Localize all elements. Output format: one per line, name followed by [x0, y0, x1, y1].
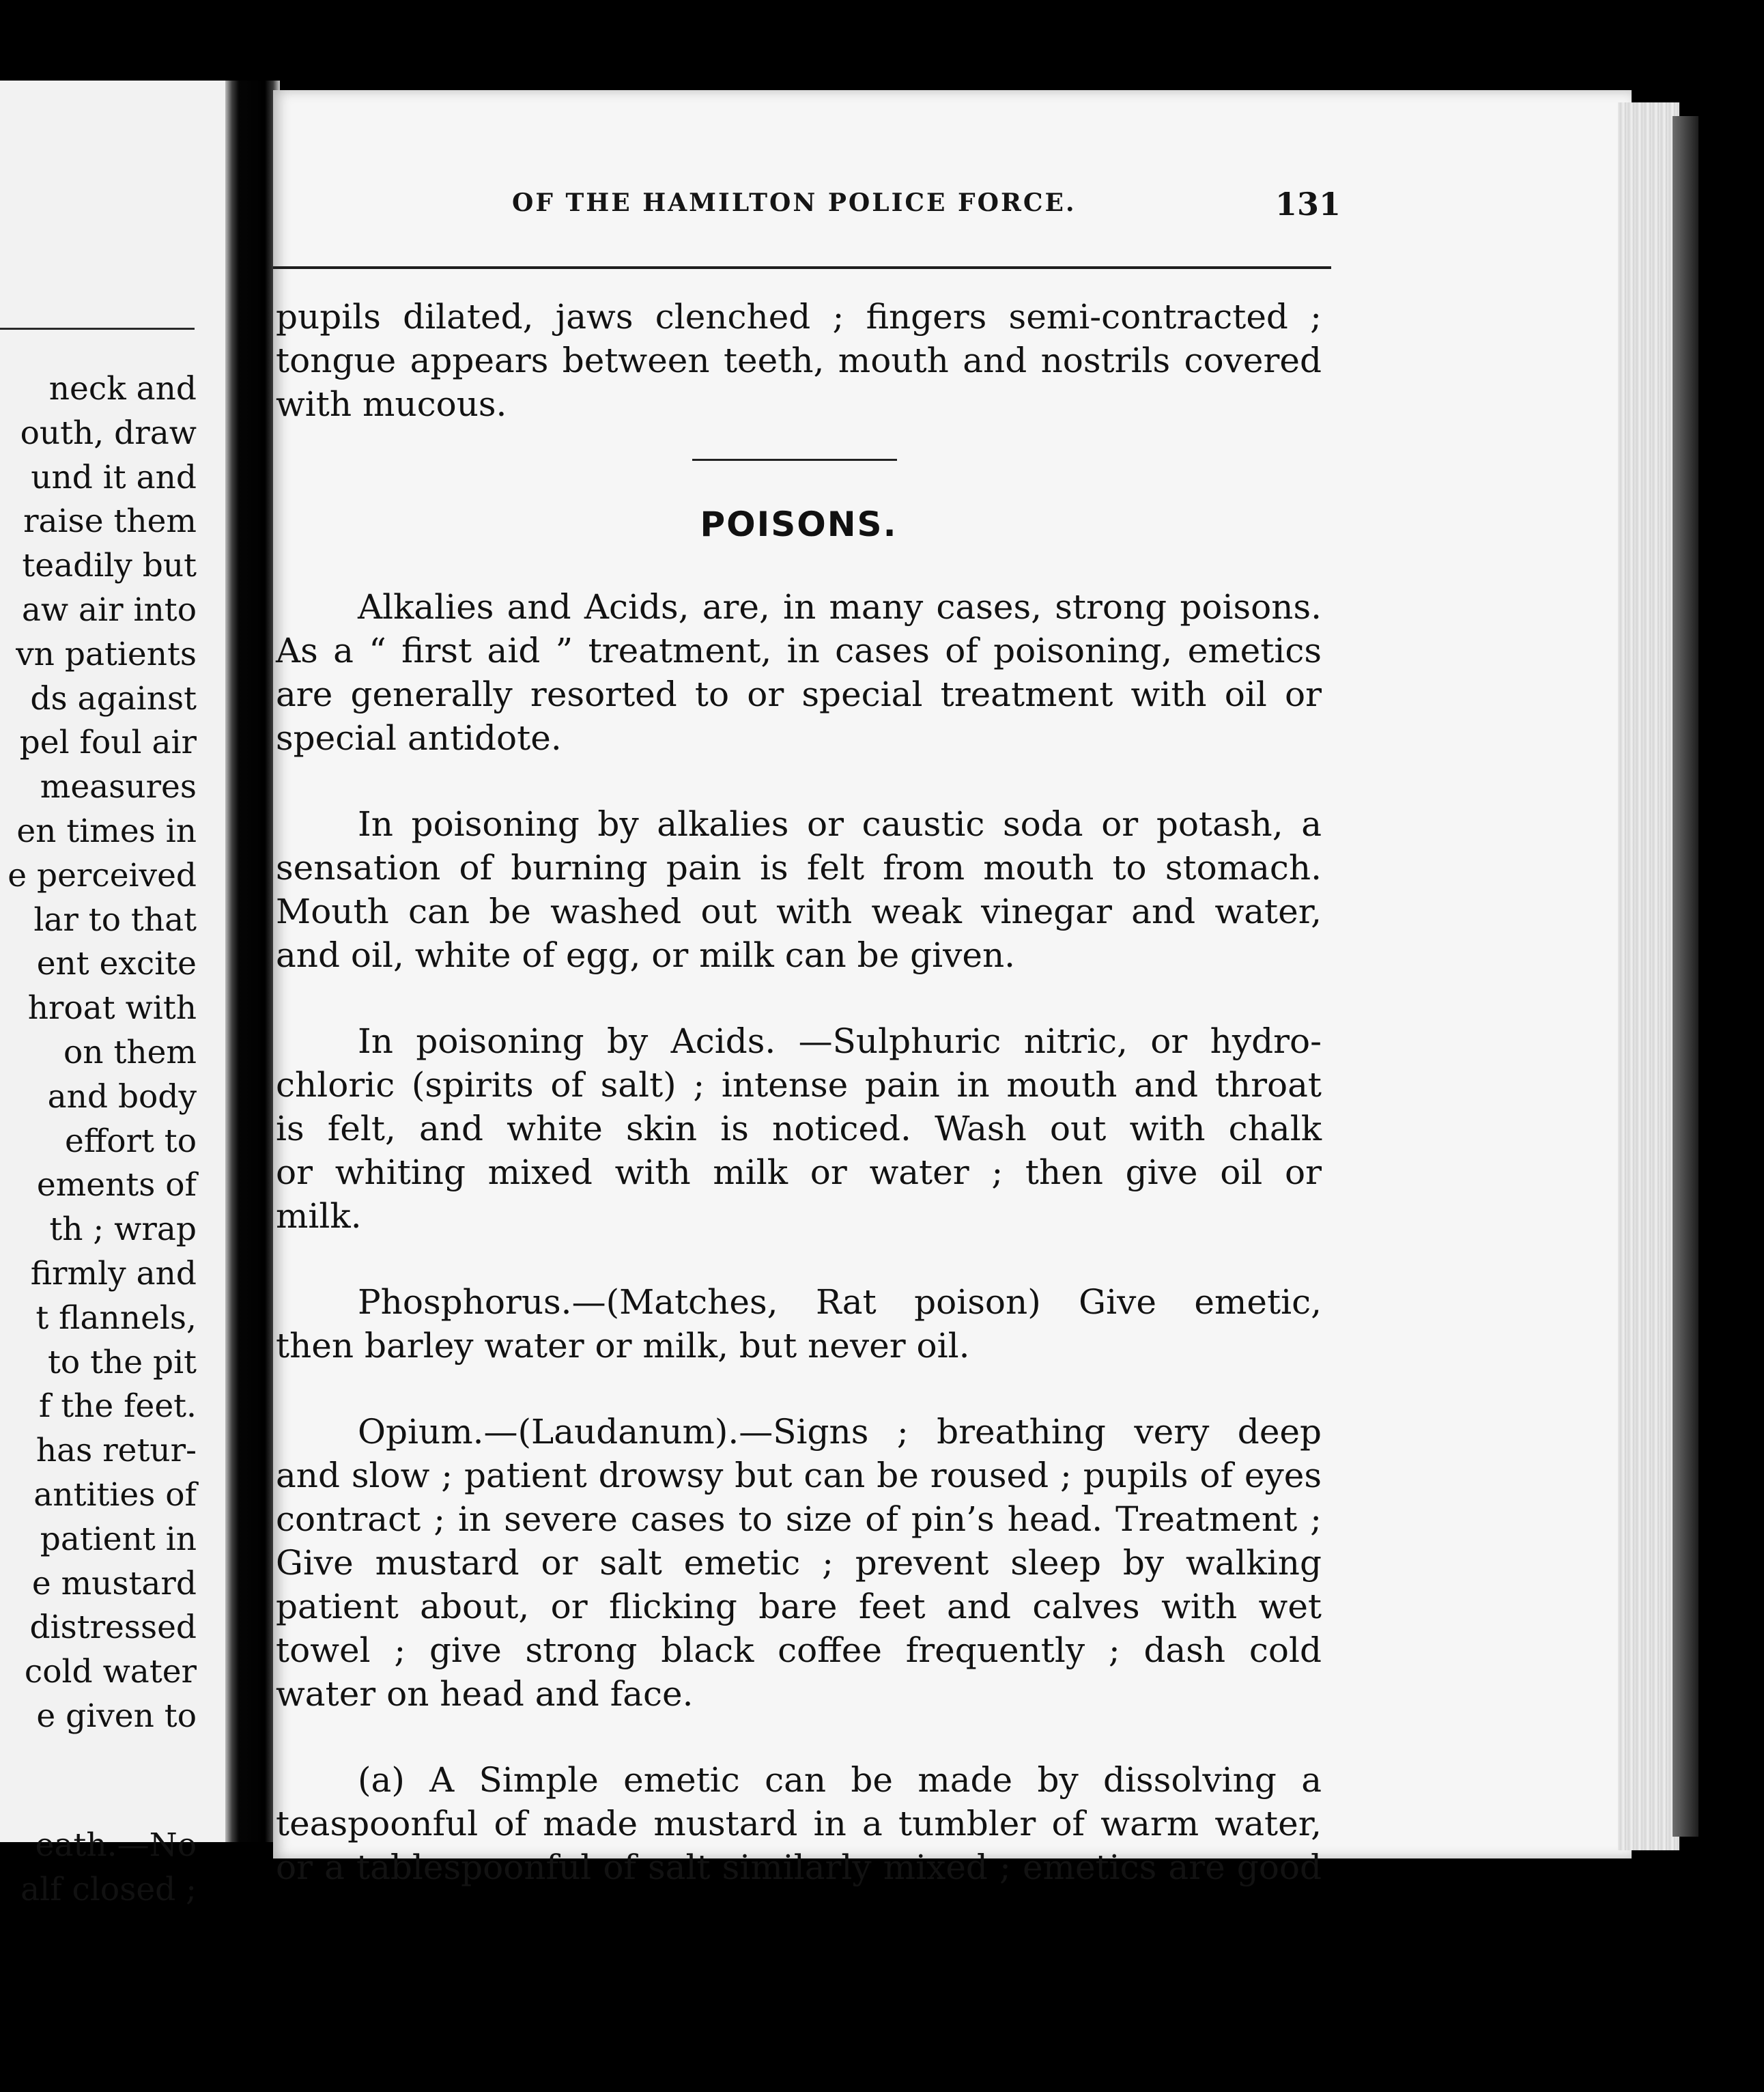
page-body — [276, 295, 1322, 1932]
left-page-text — [0, 367, 197, 1912]
left-line: patient in — [40, 1520, 197, 1558]
left-page-fragment — [0, 81, 228, 1908]
text-line: As a “ first aid ” treatment, in cases of poisoning, emetics — [276, 631, 1322, 670]
paragraph-simple-emetic — [276, 1758, 1322, 1889]
text-line: Give mustard or salt emetic ; prevent sleep by walking — [276, 1543, 1322, 1583]
text-line: then barley water or milk, but never oil. — [276, 1326, 970, 1366]
text-line: with mucous. — [276, 384, 507, 424]
left-line: vn patients — [16, 635, 197, 673]
text-line: In poisoning by alkalies or caustic soda or potash, a — [358, 804, 1322, 844]
paragraph-alkalies — [276, 802, 1322, 977]
left-line: teadily but — [22, 547, 197, 585]
text-line: In poisoning by Acids. —Sulphuric nitric, or hydro- — [358, 1021, 1322, 1061]
text-line: sensation of burning pain is felt from mouth to stomach. — [276, 848, 1322, 888]
left-line: t flannels, — [35, 1299, 197, 1337]
text-line: teaspoonful of made mustard in a tumbler of warm water, — [276, 1804, 1322, 1843]
book-fore-edge — [1673, 116, 1698, 1837]
header-rule — [273, 266, 1331, 269]
text-line: special antidote. — [276, 718, 562, 758]
left-line-gap — [0, 1739, 197, 1824]
text-line: contract ; in severe cases to size of pin’s head. Treatment ; — [276, 1499, 1322, 1539]
paragraph-opium — [276, 1410, 1322, 1716]
text-line: Alkalies and Acids, are, in many cases, strong poisons. — [358, 587, 1322, 627]
left-line: und it and — [31, 458, 197, 496]
page-number: 131 — [1275, 186, 1341, 223]
left-line: e mustard — [31, 1564, 197, 1602]
running-head: OF THE HAMILTON POLICE FORCE. — [512, 188, 1077, 217]
left-line: raise them — [23, 503, 197, 541]
text-line: towel ; give strong black coffee frequently ; dash cold — [276, 1630, 1322, 1670]
paragraph-phosphorus — [276, 1280, 1322, 1368]
text-line: tongue appears between teeth, mouth and nostrils covered — [276, 341, 1322, 380]
left-line: aw air into — [21, 591, 197, 629]
text-line: milk. — [276, 1196, 362, 1236]
section-title: POISONS. — [700, 505, 898, 544]
text-line: Phosphorus.—(Matches, Rat poison) Give emetic, — [358, 1282, 1322, 1322]
text-line: and oil, white of egg, or milk can be given. — [276, 935, 1016, 975]
left-line: th ; wrap — [49, 1211, 197, 1249]
left-line: hroat with — [27, 989, 197, 1028]
text-line: water on head and face. — [276, 1674, 694, 1714]
text-line: or a tablespoonful of salt similarly mixed ; emetics are good — [276, 1848, 1322, 1887]
text-line: are generally resorted to or special treatment with oil or — [276, 675, 1322, 714]
left-line: e given to — [36, 1697, 197, 1735]
text-line: Mouth can be washed out with weak vinegar and water, — [276, 892, 1322, 931]
left-line: e perceived — [8, 856, 197, 894]
text-line: patient about, or flicking bare feet and calves with wet — [276, 1587, 1322, 1626]
left-line: pel foul air — [19, 724, 197, 762]
left-line: ent excite — [36, 945, 197, 983]
left-page-rule — [0, 328, 195, 330]
page-edges — [1618, 102, 1679, 1850]
left-line: cold water — [24, 1653, 197, 1691]
left-line: alf closed ; — [20, 1870, 197, 1908]
left-line: on them — [63, 1033, 197, 1071]
left-line: lar to that — [33, 901, 197, 939]
left-line: antities of — [33, 1475, 197, 1514]
paragraph-acids — [276, 1019, 1322, 1238]
book-gutter — [225, 81, 280, 1842]
left-line: en times in — [16, 812, 197, 850]
section-divider — [692, 459, 897, 461]
left-line: f the feet. — [38, 1387, 197, 1426]
left-line: measures — [40, 768, 197, 806]
left-line: distressed — [29, 1609, 197, 1647]
left-line: effort to — [65, 1122, 197, 1160]
left-line: ements of — [36, 1166, 197, 1204]
left-line: ds against — [30, 679, 197, 718]
text-line: (a) A Simple emetic can be made by dissolving a — [358, 1760, 1322, 1800]
text-line: or whiting mixed with milk or water ; then give oil or — [276, 1153, 1322, 1192]
left-line: and body — [47, 1077, 197, 1116]
left-line: eath.—No — [35, 1826, 197, 1864]
text-line: chloric (spirits of salt) ; intense pain in mouth and throat — [276, 1065, 1322, 1105]
text-line: Opium.—(Laudanum).—Signs ; breathing very deep — [358, 1412, 1322, 1452]
left-line: has retur- — [35, 1432, 197, 1470]
text-line: is felt, and white skin is noticed. Wash out with chalk — [276, 1109, 1322, 1148]
left-line: to the pit — [47, 1343, 197, 1381]
paragraph-alkalies-acids — [276, 585, 1322, 760]
text-line: pupils dilated, jaws clenched ; fingers semi-contracted ; — [276, 297, 1322, 337]
continuation-paragraph — [276, 295, 1322, 426]
text-line: and slow ; patient drowsy but can be roused ; pupils of eyes — [276, 1456, 1322, 1495]
left-line: outh, draw — [20, 414, 197, 452]
left-line: firmly and — [30, 1254, 197, 1292]
left-line: neck and — [48, 370, 197, 408]
